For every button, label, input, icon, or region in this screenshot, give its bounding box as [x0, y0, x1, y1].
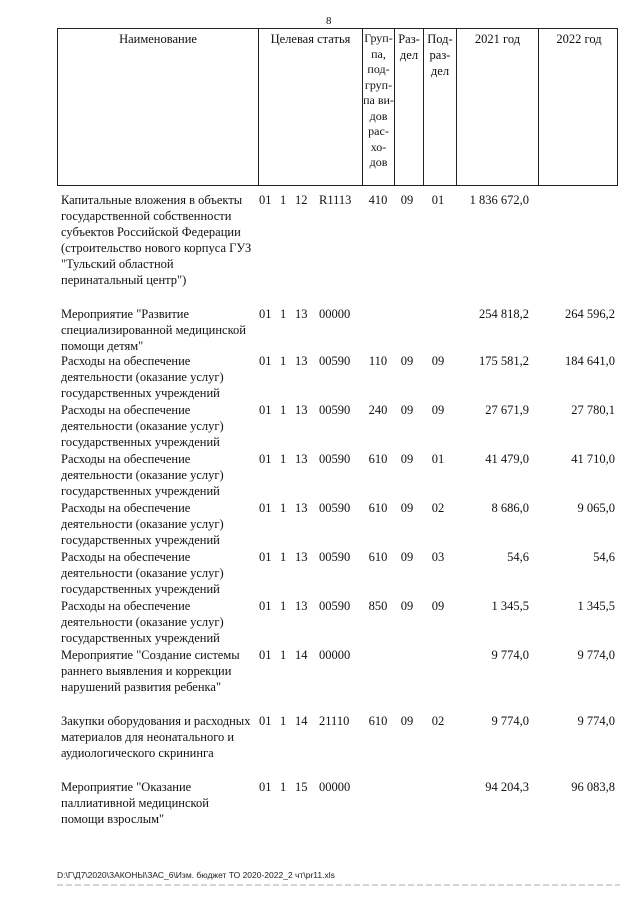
row-subsection: 01	[431, 452, 445, 466]
row-code-3: 13	[295, 501, 308, 515]
header-name: Наименование	[119, 32, 197, 46]
row-section: 09	[400, 403, 414, 417]
file-path-footer: D:\Г\Д7\2020\ЗАКОНЫ\ЗАС_6\Изм. бюджет ТО 2020-2022_2 чт\pr11.xls	[57, 870, 335, 880]
row-code-3: 13	[295, 452, 308, 466]
header-2021: 2021 год	[456, 29, 538, 185]
row-2021: 27 671,9	[485, 403, 529, 417]
row-group: 240	[368, 403, 388, 417]
row-2021: 254 818,2	[479, 307, 529, 321]
table-header	[57, 28, 618, 186]
row-code-3: 13	[295, 550, 308, 564]
row-name: Расходы на обеспечение деятельности (оказание услуг) государственных учреждений	[61, 550, 224, 596]
row-code-3: 13	[295, 403, 308, 417]
row-name: Закупки оборудования и расходных материалов для неонатального и аудиологического скрининга	[61, 714, 251, 760]
row-subsection: 09	[431, 403, 445, 417]
row-code-2: 1	[280, 354, 287, 368]
row-code-4: 00000	[319, 307, 351, 321]
row-name: Расходы на обеспечение деятельности (оказание услуг) государственных учреждений	[61, 501, 224, 547]
row-name: Мероприятие "Оказание паллиативной медицинской помощи взрослым"	[61, 780, 209, 826]
header-target: Целевая статья	[258, 29, 362, 185]
row-2021: 8 686,0	[491, 501, 529, 515]
row-section: 09	[400, 714, 414, 728]
row-subsection: 03	[431, 550, 445, 564]
row-code-3: 14	[295, 648, 308, 662]
row-code-4: 00590	[319, 599, 351, 613]
row-code-1: 01	[259, 403, 272, 417]
row-2022: 27 780,1	[571, 403, 615, 417]
row-section: 09	[400, 354, 414, 368]
row-code-1: 01	[259, 307, 272, 321]
row-2022: 184 641,0	[565, 354, 615, 368]
row-code-2: 1	[280, 501, 287, 515]
row-group: 610	[368, 452, 388, 466]
row-2022: 41 710,0	[571, 452, 615, 466]
row-2022: 9 065,0	[577, 501, 615, 515]
row-code-4: 00590	[319, 354, 351, 368]
row-code-1: 01	[259, 599, 272, 613]
row-code-2: 1	[280, 403, 287, 417]
row-code-4: 00000	[319, 648, 351, 662]
row-name: Капитальные вложения в объекты государственной собственности субъектов Российской Федерации (строительство нового корпуса ГУЗ "Тульский областной перинатальный центр")	[61, 193, 252, 287]
row-group: 610	[368, 550, 388, 564]
row-code-1: 01	[259, 550, 272, 564]
row-2021: 9 774,0	[491, 714, 529, 728]
row-group: 850	[368, 599, 388, 613]
row-2021: 1 345,5	[491, 599, 529, 613]
row-name: Мероприятие "Создание системы раннего выявления и коррекции нарушений развития ребенка"	[61, 648, 240, 694]
row-subsection: 02	[431, 714, 445, 728]
row-2022: 264 596,2	[565, 307, 615, 321]
row-subsection: 09	[431, 599, 445, 613]
row-code-4: 00590	[319, 452, 351, 466]
row-subsection: 02	[431, 501, 445, 515]
row-code-1: 01	[259, 452, 272, 466]
row-2022: 9 774,0	[577, 648, 615, 662]
header-group: Груп- па, под- груп- па ви- дов рас- хо- дов	[362, 29, 394, 185]
row-code-2: 1	[280, 193, 287, 207]
row-section: 09	[400, 193, 414, 207]
row-subsection: 01	[431, 193, 445, 207]
header-section: Раз- дел	[394, 29, 423, 185]
row-subsection: 09	[431, 354, 445, 368]
row-2021: 41 479,0	[485, 452, 529, 466]
scan-artifact	[57, 884, 620, 886]
row-code-1: 01	[259, 354, 272, 368]
header-2022: 2022 год	[538, 29, 619, 185]
row-2022: 1 345,5	[577, 599, 615, 613]
row-name: Мероприятие "Развитие специализированной медицинской помощи детям"	[61, 307, 246, 353]
row-2021: 1 836 672,0	[469, 193, 529, 207]
row-code-4: 00590	[319, 403, 351, 417]
row-name: Расходы на обеспечение деятельности (оказание услуг) государственных учреждений	[61, 354, 224, 400]
row-code-1: 01	[259, 648, 272, 662]
row-name: Расходы на обеспечение деятельности (оказание услуг) государственных учреждений	[61, 599, 224, 645]
row-code-3: 13	[295, 354, 308, 368]
row-code-1: 01	[259, 193, 272, 207]
row-code-3: 13	[295, 307, 308, 321]
page-number: 8	[326, 15, 332, 27]
row-code-3: 15	[295, 780, 308, 794]
row-code-3: 14	[295, 714, 308, 728]
row-name: Расходы на обеспечение деятельности (оказание услуг) государственных учреждений	[61, 403, 224, 449]
row-code-4: 00590	[319, 550, 351, 564]
row-section: 09	[400, 599, 414, 613]
row-section: 09	[400, 501, 414, 515]
row-2022: 9 774,0	[577, 714, 615, 728]
row-name: Расходы на обеспечение деятельности (оказание услуг) государственных учреждений	[61, 452, 224, 498]
row-group: 110	[368, 354, 388, 368]
row-group: 410	[368, 193, 388, 207]
row-code-1: 01	[259, 780, 272, 794]
row-code-2: 1	[280, 714, 287, 728]
row-section: 09	[400, 452, 414, 466]
row-code-2: 1	[280, 550, 287, 564]
row-code-2: 1	[280, 780, 287, 794]
row-code-2: 1	[280, 599, 287, 613]
row-2021: 54,6	[507, 550, 529, 564]
row-code-4: 21110	[319, 714, 350, 728]
row-2022: 96 083,8	[571, 780, 615, 794]
row-code-1: 01	[259, 714, 272, 728]
header-subsection: Под- раз- дел	[423, 29, 456, 185]
row-code-1: 01	[259, 501, 272, 515]
row-code-4: 00590	[319, 501, 351, 515]
row-section: 09	[400, 550, 414, 564]
row-code-2: 1	[280, 648, 287, 662]
row-group: 610	[368, 714, 388, 728]
row-group: 610	[368, 501, 388, 515]
row-code-3: 13	[295, 599, 308, 613]
row-2021: 175 581,2	[479, 354, 529, 368]
row-code-2: 1	[280, 452, 287, 466]
row-2022: 54,6	[593, 550, 615, 564]
row-2021: 94 204,3	[485, 780, 529, 794]
row-2021: 9 774,0	[491, 648, 529, 662]
row-code-3: 12	[295, 193, 308, 207]
row-code-4: R1113	[319, 193, 352, 207]
row-code-4: 00000	[319, 780, 351, 794]
row-code-2: 1	[280, 307, 287, 321]
